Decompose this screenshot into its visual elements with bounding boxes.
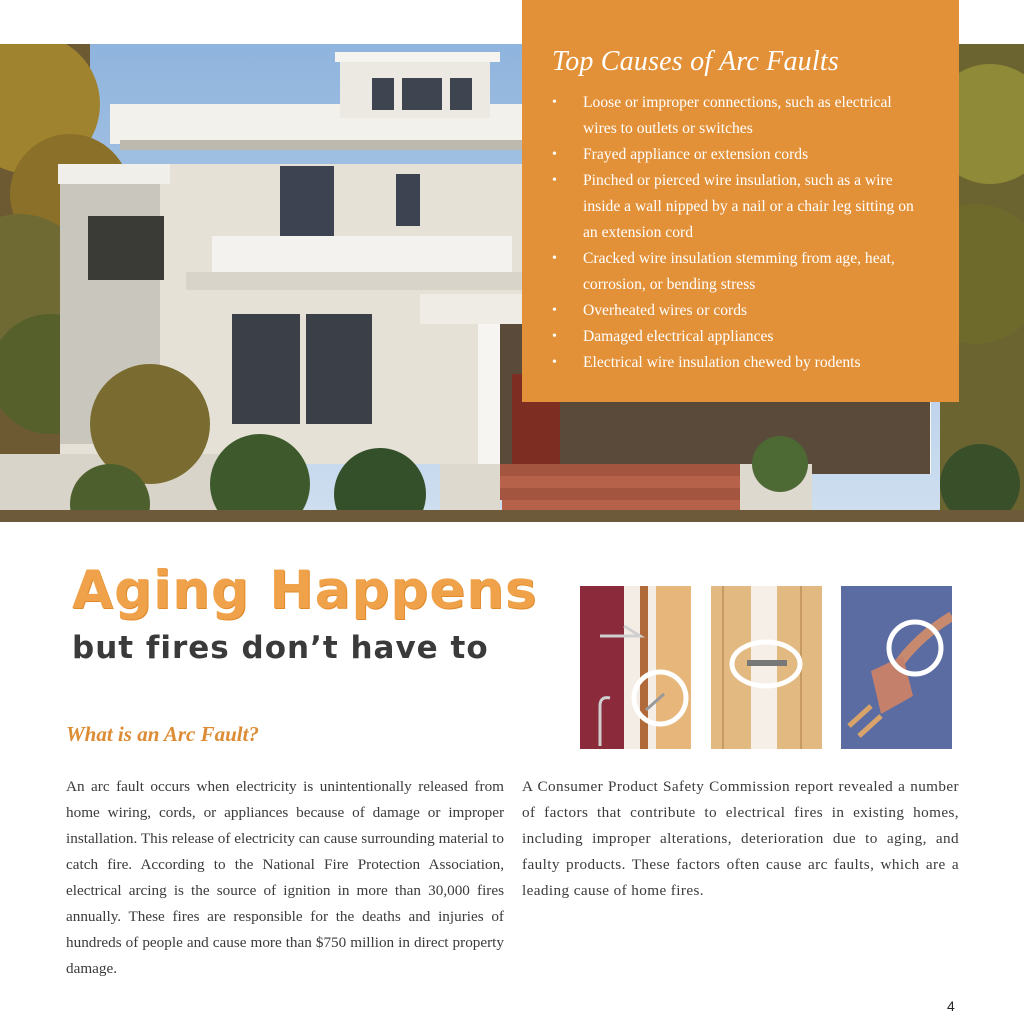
list-item: • Pinched or pierced wire insulation, such as a wire inside a wall nipped by a nail or a chair leg sitting on an extension cord [552, 168, 929, 246]
list-item: • Loose or improper connections, such as electrical wires to outlets or switches [552, 90, 929, 142]
arc-fault-causes-callout [522, 0, 959, 402]
right-paragraph: A Consumer Product Safety Commission report revealed a number of factors that contribute to electrical fires in existing homes, including improper alterations, deterioration due to aging, and faulty products. These factors often cause arc faults, which are a leading cause of home fires. [522, 778, 959, 899]
list-item: • Cracked wire insulation stemming from age, heat, corrosion, or bending stress [552, 246, 929, 298]
list-item: • Frayed appliance or extension cords [552, 142, 929, 168]
callout-title: Top Causes of Arc Faults [552, 46, 839, 77]
damaged-cord-photo [841, 586, 952, 749]
headline [72, 558, 562, 668]
list-item: • Electrical wire insulation chewed by rodents [552, 350, 929, 376]
list-item: • Damaged electrical appliances [552, 324, 929, 350]
list-item: • Overheated wires or cords [552, 298, 929, 324]
headline-main: Aging Happens [72, 560, 538, 621]
page-number: 4 [947, 998, 955, 1014]
causes-list [552, 90, 929, 376]
nail-in-wire-photo [580, 586, 691, 749]
section-heading: What is an Arc Fault? [66, 722, 259, 746]
left-paragraph: An arc fault occurs when electricity is unintentionally released from home wiring, cords, or appliances because of damage or improper installation. This release of electricity can cause surrounding material to catch fire. According to the National Fire Protection Association, electrical arcing is the source of ignition in more than 30,000 fires annually. These fires are responsible for the deaths and injuries of hundreds of people and cause more than $750 million in direct property damage. [66, 778, 504, 977]
headline-sub: but fires don’t have to [72, 630, 489, 666]
pierced-wire-photo [711, 586, 822, 749]
